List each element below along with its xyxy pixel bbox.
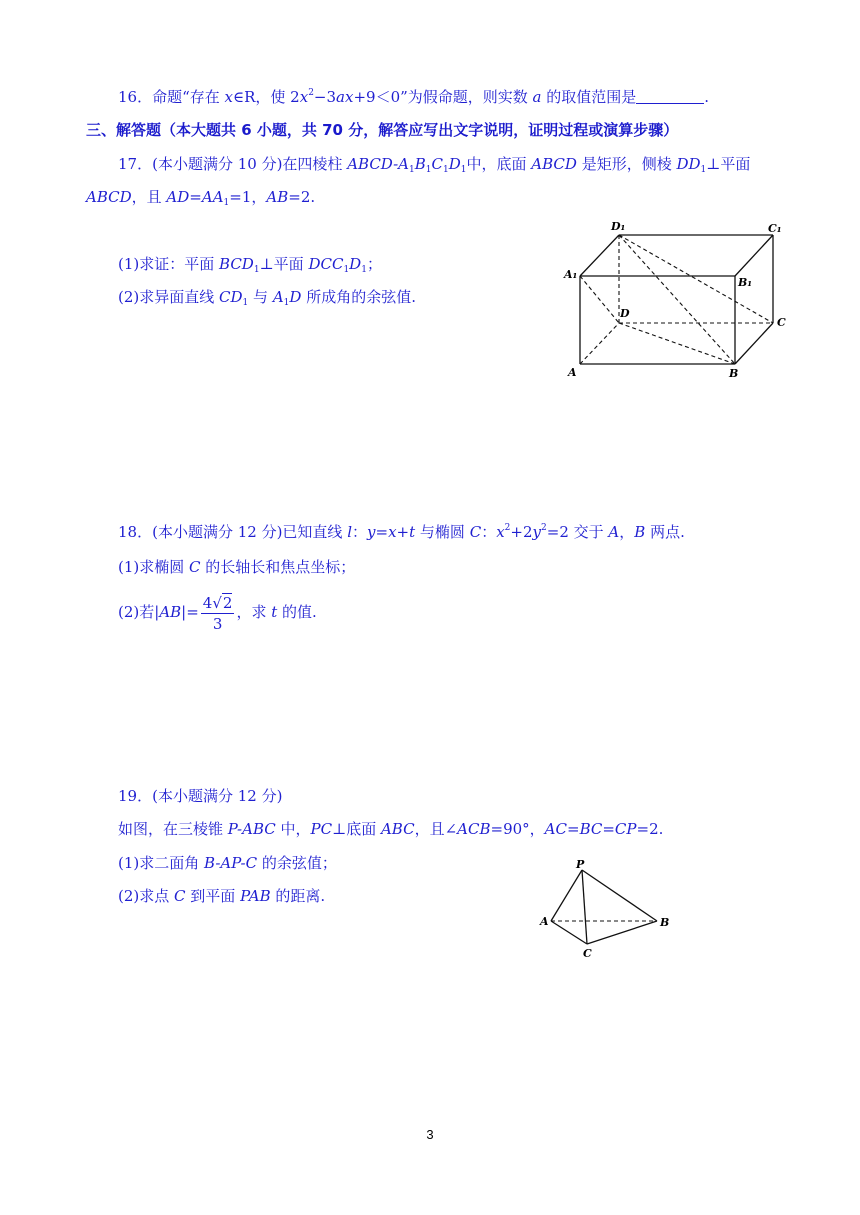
q18-text: (1)求椭圆	[118, 558, 190, 576]
q19-text: 中，	[275, 820, 311, 838]
q17-var: A	[272, 288, 284, 306]
q18-text: 的长轴长和焦点坐标；	[200, 558, 356, 576]
question-16: 16．命题“存在 x∈R，使 $2x^2-3ax+9<0$”为假命题，则实数 a 的取值范围是 .	[118, 88, 710, 106]
q19-text: =	[602, 820, 615, 838]
q18-text: 与椭圆	[415, 523, 470, 541]
q18-text: ，	[619, 523, 635, 541]
question-17-line-2: ABCD，且 $AD=AA_1=1$，AB=2.	[86, 188, 316, 208]
q19-text: 的距离.	[270, 887, 326, 905]
edge-p-a	[551, 870, 582, 921]
q18-var: y	[367, 523, 376, 541]
q17-var: DD	[676, 155, 701, 173]
q19-text: (2)求点	[118, 887, 175, 905]
q18-text: 的值.	[277, 603, 317, 621]
q18-var: t	[271, 603, 278, 621]
q19-var: ACB	[457, 820, 491, 838]
edge-a-c	[551, 921, 587, 944]
q18-var: A	[608, 523, 620, 541]
q19-text: ⊥底面	[332, 820, 381, 838]
q18-text: +2	[510, 523, 533, 541]
label-c: C	[583, 947, 592, 960]
question-17-line-1: 17．(本小题满分 10 分)在四棱柱 ABCD-$A_1B_1C_1D_1$中，底面 ABCD 是矩形，侧棱 $DD_1\perp$平面	[118, 155, 751, 175]
q18-var: t	[409, 523, 416, 541]
q17-var: DCC	[308, 255, 344, 273]
question-17-part-1: (1)求证：平面 $BCD_1\perp$平面 $DCC_1D_1$；	[118, 255, 382, 275]
q18-var: y	[532, 523, 542, 541]
q18-text: 18．(本小题满分 12 分)已知直线	[118, 523, 348, 541]
q16-var: x	[224, 88, 233, 106]
q18-var: C	[469, 523, 482, 541]
label-a: A	[540, 915, 549, 928]
q17-var: ABCD	[531, 155, 577, 173]
q17-text: (1)求证：平面	[118, 255, 220, 273]
q17-var: D	[448, 155, 461, 173]
q17-text: 17．(本小题满分 10 分)在四棱柱	[118, 155, 348, 173]
q18-text: (2)若|	[118, 603, 160, 621]
label-b: B	[660, 916, 670, 929]
q17-var: D	[289, 288, 302, 306]
q19-var: B-AP-C	[204, 854, 258, 872]
q19-var: AC	[544, 820, 567, 838]
prism-figure	[558, 218, 790, 380]
frac-sqrt: 2	[222, 593, 233, 612]
q18-text: ：	[352, 523, 368, 541]
q18-text: ，求	[236, 603, 272, 621]
label-d: D	[620, 307, 630, 320]
q19-text: =	[566, 820, 580, 838]
q18-var: B	[634, 523, 646, 541]
q17-text: (2)求异面直线	[118, 288, 220, 306]
q19-var: PC	[310, 820, 333, 838]
q17-var: AB	[266, 188, 289, 206]
q18-var: AB	[159, 603, 182, 621]
q16-text: −3	[313, 88, 337, 106]
q19-var: BC	[579, 820, 603, 838]
page-number: 3	[426, 1127, 434, 1142]
q17-text: 与	[248, 288, 273, 306]
edge-c1-b1	[735, 235, 773, 276]
q17-text: =1，	[229, 188, 267, 206]
hidden-d-b	[619, 323, 735, 364]
q17-text: ，且	[131, 188, 167, 206]
q17-var: B	[414, 155, 426, 173]
q19-var: P-ABC	[227, 820, 276, 838]
q19-var: CP	[614, 820, 637, 838]
edge-p-c	[582, 870, 587, 944]
q16-text: .	[704, 88, 710, 106]
edge-c-b	[587, 921, 657, 944]
q18-var: x	[496, 523, 505, 541]
question-18-part-1	[118, 557, 355, 577]
q19-var: ABC	[380, 820, 415, 838]
frac-num: 4	[202, 593, 213, 612]
q17-var: AD	[166, 188, 190, 206]
fraction: $\frac{4√2}{3}$	[202, 593, 233, 633]
q18-text: |=	[181, 603, 199, 621]
q16-text: +9＜0”为假命题，则实数	[353, 88, 533, 106]
q19-var: C	[174, 887, 186, 905]
hidden-a-d	[580, 323, 619, 364]
label-a: A	[568, 366, 577, 379]
q19-text: (1)求二面角	[118, 854, 205, 872]
q17-var: CD	[219, 288, 243, 306]
edge-a1-d1	[580, 235, 619, 276]
q17-var: ABCD	[86, 188, 132, 206]
q18-var: x	[388, 523, 397, 541]
label-c: C	[777, 316, 786, 329]
q16-var: x	[299, 88, 309, 106]
q18-var: C	[189, 558, 201, 576]
q19-text: ，且∠	[414, 820, 458, 838]
edge-b-c	[735, 323, 773, 364]
q18-text: =2 交于	[546, 523, 609, 541]
q19-var: PAB	[240, 887, 271, 905]
label-c1: C₁	[768, 222, 782, 235]
q17-var: D	[349, 255, 362, 273]
q17-text: =	[189, 188, 202, 206]
frac-den: 3	[212, 614, 223, 633]
question-17-part-2: (2)求异面直线 $CD_1$ 与 $A_1D$ 所成角的余弦值.	[118, 288, 416, 308]
tetrahedron-figure	[536, 858, 676, 960]
q19-text: 如图，在三棱锥	[118, 820, 228, 838]
label-p: P	[576, 858, 585, 871]
q19-text: =90°，	[490, 820, 545, 838]
q18-text: ：	[481, 523, 497, 541]
q16-text: ∈R，使 2	[233, 88, 300, 106]
q18-text: 两点.	[645, 523, 685, 541]
q19-text: =2.	[636, 820, 664, 838]
q17-text: ⊥平面	[259, 255, 309, 273]
q17-text: 中，底面	[466, 155, 532, 173]
q17-text: =2.	[288, 188, 316, 206]
q17-var: C	[431, 155, 443, 173]
edge-p-b	[582, 870, 657, 921]
answer-blank[interactable]	[636, 89, 704, 104]
question-19-part-2	[118, 886, 325, 906]
label-d1: D₁	[611, 220, 626, 233]
question-19-line-2	[118, 819, 663, 839]
q17-text: 是矩形，侧棱	[576, 155, 677, 173]
q17-text: 所成角的余弦值.	[301, 288, 416, 306]
q17-var: BCD	[219, 255, 254, 273]
hidden-a1-d	[580, 276, 619, 323]
q18-var: l	[347, 523, 352, 541]
question-19-part-1	[118, 853, 337, 873]
hidden-d1-b	[619, 235, 735, 364]
question-18-line-1: 18．(本小题满分 12 分)已知直线 l：y=x+t 与椭圆 C：$x^2+2y^2=2$ 交于 A，B 两点.	[118, 523, 685, 541]
q16-text: 的取值范围是	[541, 88, 637, 106]
q18-text: =	[375, 523, 389, 541]
question-18-part-2	[118, 590, 317, 634]
q16-text: 16．命题“存在	[118, 88, 225, 106]
q17-text: ⊥平面	[706, 155, 751, 173]
q17-var: ABCD-A	[347, 155, 410, 173]
label-b: B	[729, 367, 739, 380]
q19-text: 的余弦值；	[257, 854, 337, 872]
question-19-line-1: 19．(本小题满分 12 分)	[118, 787, 283, 805]
q18-text: +	[396, 523, 410, 541]
q17-text: ；	[366, 255, 382, 273]
q19-text: 到平面	[185, 887, 241, 905]
label-b1: B₁	[738, 276, 753, 289]
label-a1: A₁	[564, 268, 578, 281]
q17-var: AA	[201, 188, 224, 206]
q16-var: a	[532, 88, 542, 106]
q16-var: ax	[336, 88, 354, 106]
section-3-heading: 三、解答题（本大题共 6 小题，共 70 分，解答应写出文字说明，证明过程或演算步骤）	[86, 121, 679, 139]
